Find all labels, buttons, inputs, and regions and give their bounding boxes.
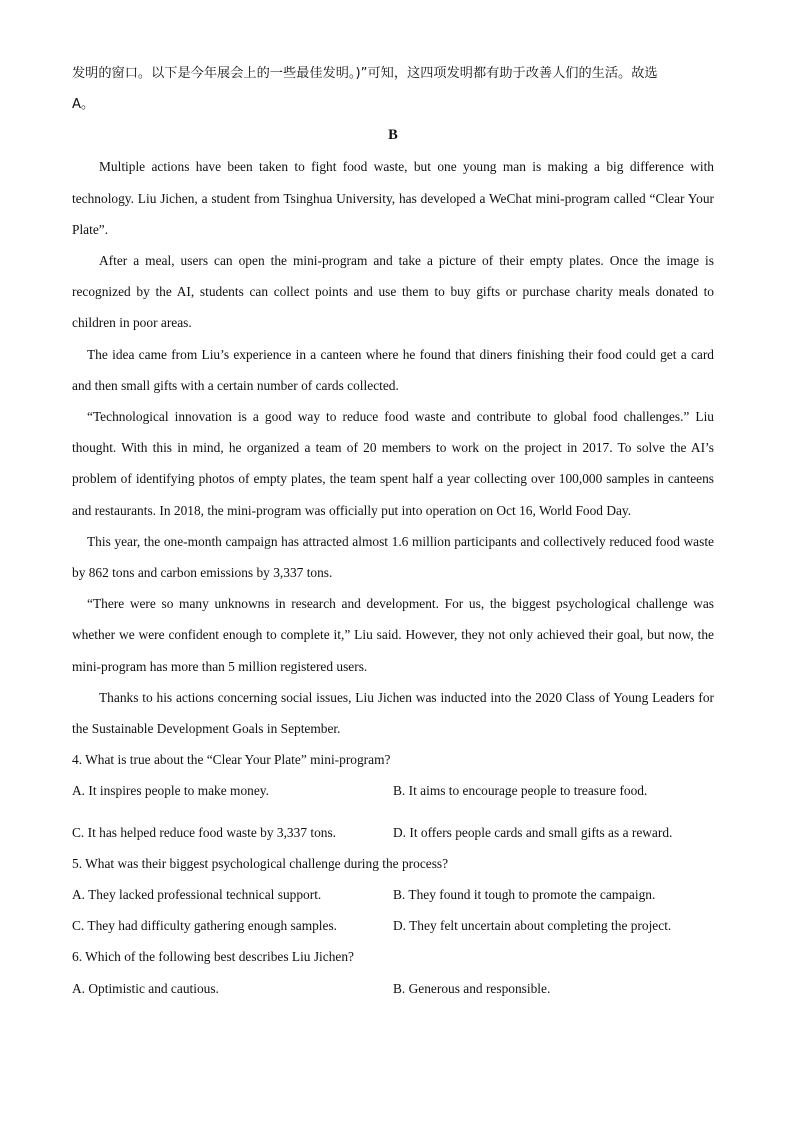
paragraph-6: “There were so many unknowns in research and development. For us, the biggest psychological challenge was whether we were confident enough to complete it,” Liu said. However, they not only achieved their goal, but now, the mini-program has more than 5 million registered users. bbox=[72, 596, 714, 674]
section-title: B bbox=[388, 127, 398, 144]
question-4-options-row-2 bbox=[72, 817, 714, 848]
question-5-option-b: B. They found it tough to promote the campaign. bbox=[393, 887, 656, 903]
question-5-options-row-1 bbox=[72, 879, 714, 910]
question-5-options-row-2 bbox=[72, 910, 714, 941]
paragraph-1: Multiple actions have been taken to fight food waste, but one young man is making a big difference with technology. Liu Jichen, a student from Tsinghua University, has developed a WeChat mini-program called “Clear Your Plate”. bbox=[72, 159, 714, 237]
previous-answer-line-1: 发明的窗口。以下是今年展会上的一些最佳发明。)”可知，这四项发明都有助于改善人们的生活。故选 bbox=[72, 66, 658, 81]
question-4-option-c: C. It has helped reduce food waste by 3,337 tons. bbox=[72, 824, 337, 840]
question-4-option-b: B. It aims to encourage people to treasure food. bbox=[393, 783, 648, 799]
question-4-options-row-1 bbox=[72, 775, 714, 806]
paragraph-5: This year, the one-month campaign has attracted almost 1.6 million participants and collectively reduced food waste by 862 tons and carbon emissions by 3,337 tons. bbox=[72, 533, 714, 581]
document-page bbox=[72, 58, 714, 1004]
paragraph-4: “Technological innovation is a good way to reduce food waste and contribute to global food challenges.” Liu thought. With this in mind, he organized a team of 20 members to work on the project in 2017. To solve the AI’s problem of identifying photos of empty plates, the team spent half a year collecting over 100,000 samples in canteens and restaurants. In 2018, the mini-program was officially put into operation on Oct 16, World Food Day. bbox=[72, 409, 714, 518]
question-4-stem: 4. What is true about the “Clear Your Plate” mini-program? bbox=[72, 752, 391, 768]
question-6-options-row-1 bbox=[72, 973, 714, 1004]
question-5-option-d: D. They felt uncertain about completing the project. bbox=[393, 918, 672, 934]
previous-answer-line-2: A。 bbox=[72, 97, 95, 113]
paragraph-2: After a meal, users can open the mini-program and take a picture of their empty plates. Once the image is recognized by the AI, students can collect points and use them to buy gifts or purchase charity meals donated to children in poor areas. bbox=[72, 253, 714, 331]
question-4-option-a: A. It inspires people to make money. bbox=[72, 783, 269, 799]
paragraph-3: The idea came from Liu’s experience in a canteen where he found that diners finishing their food could get a card and then small gifts with a certain number of cards collected. bbox=[72, 346, 714, 393]
question-5-option-a: A. They lacked professional technical support. bbox=[72, 887, 322, 903]
question-6-option-b: B. Generous and responsible. bbox=[393, 980, 551, 996]
question-5-stem: 5. What was their biggest psychological challenge during the process? bbox=[72, 855, 449, 871]
question-6-option-a: A. Optimistic and cautious. bbox=[72, 980, 219, 996]
question-4-option-d: D. It offers people cards and small gifts as a reward. bbox=[393, 824, 673, 840]
question-5-option-c: C. They had difficulty gathering enough samples. bbox=[72, 918, 338, 934]
paragraph-7: Thanks to his actions concerning social issues, Liu Jichen was inducted into the 2020 Class of Young Leaders for the Sustainable Development Goals in September. bbox=[72, 689, 714, 737]
question-6-stem: 6. Which of the following best describes Liu Jichen? bbox=[72, 949, 355, 965]
